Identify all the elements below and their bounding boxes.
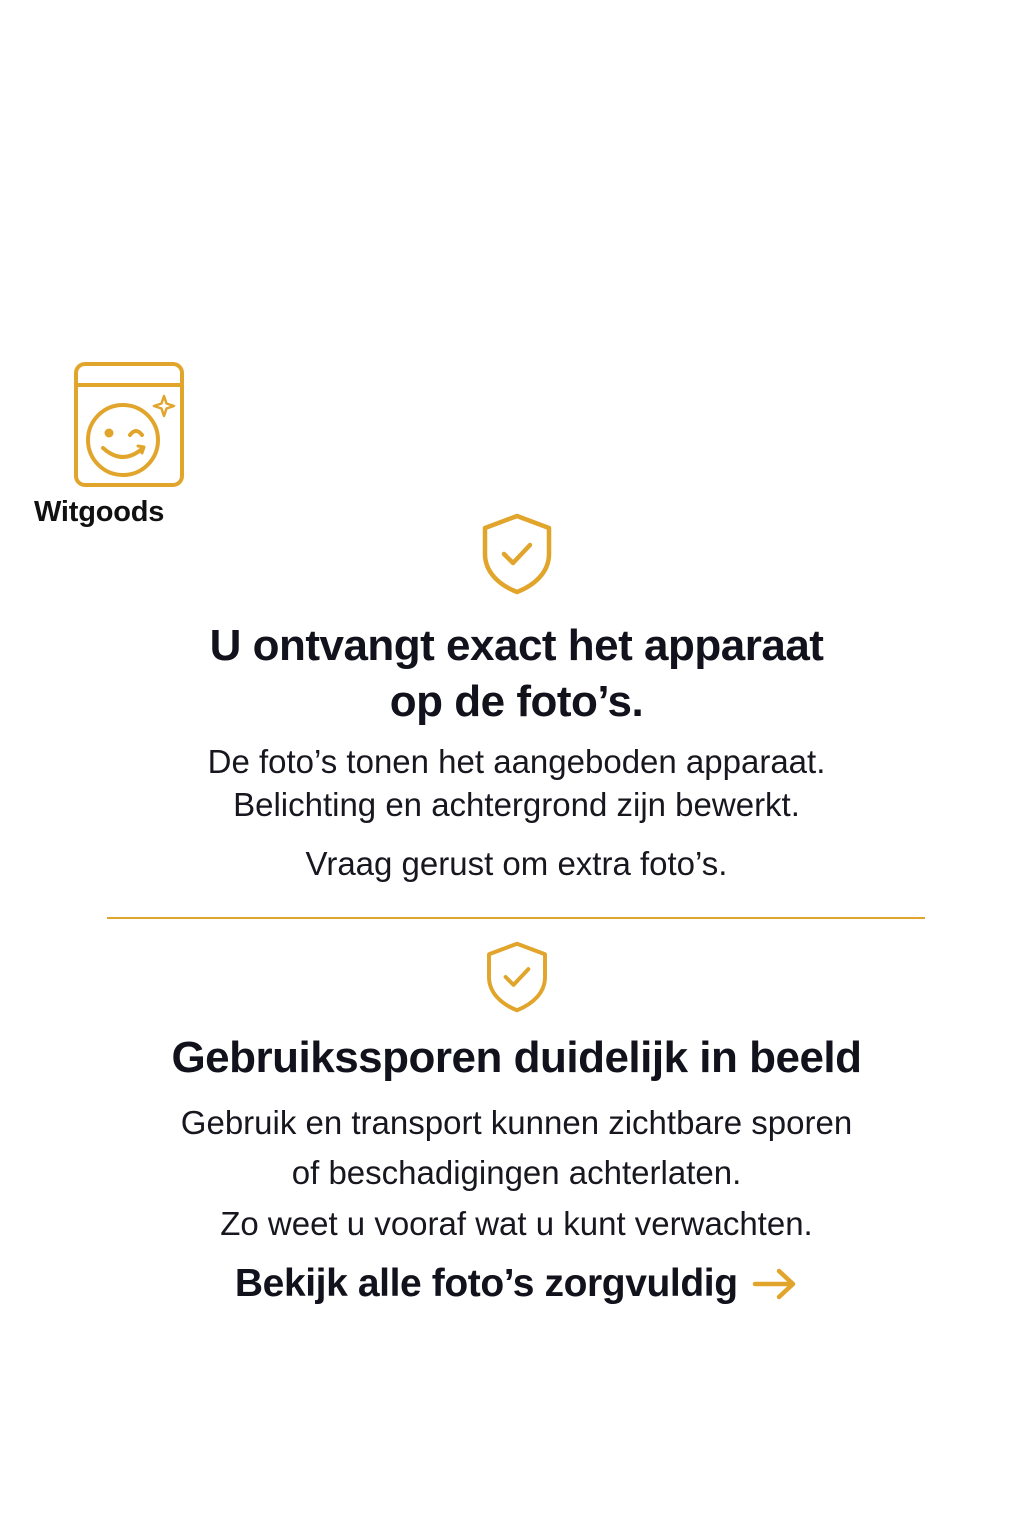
section-2-body-line-1: Gebruik en transport kunnen zichtbare sporen bbox=[180, 1104, 853, 1141]
section-1-body-line-1: De foto’s tonen het aangeboden apparaat. bbox=[207, 743, 826, 780]
section-1-note: Vraag gerust om extra foto’s. bbox=[305, 845, 728, 882]
section-2-body-line-2: of beschadigingen achterlaten. bbox=[291, 1154, 742, 1191]
washing-machine-smiley-icon bbox=[72, 360, 188, 488]
section-2-heading: Gebruikssporen duidelijk in beeld bbox=[171, 1033, 862, 1082]
brand-name: Witgoods bbox=[34, 496, 165, 528]
view-all-photos-link[interactable] bbox=[0, 1262, 1033, 1306]
view-all-photos-label[interactable]: Bekijk alle foto’s zorgvuldig bbox=[234, 1262, 738, 1305]
shield-check-icon bbox=[482, 940, 552, 1014]
section-1-heading bbox=[0, 618, 1033, 730]
section-divider bbox=[107, 917, 925, 919]
section-1-body bbox=[0, 740, 1033, 826]
shield-check-icon bbox=[477, 512, 557, 596]
section-2-body bbox=[0, 1098, 1033, 1198]
section-exact-device bbox=[0, 512, 1033, 885]
section-1-heading-line-1: U ontvangt exact het apparaat bbox=[209, 621, 824, 670]
section-1-body-line-2: Belichting en achtergrond zijn bewerkt. bbox=[233, 786, 800, 823]
section-usage-marks bbox=[0, 940, 1033, 1245]
arrow-right-icon[interactable] bbox=[752, 1267, 798, 1301]
section-1-heading-line-2: op de foto’s. bbox=[389, 677, 644, 726]
section-2-note: Zo weet u vooraf wat u kunt verwachten. bbox=[220, 1205, 813, 1242]
